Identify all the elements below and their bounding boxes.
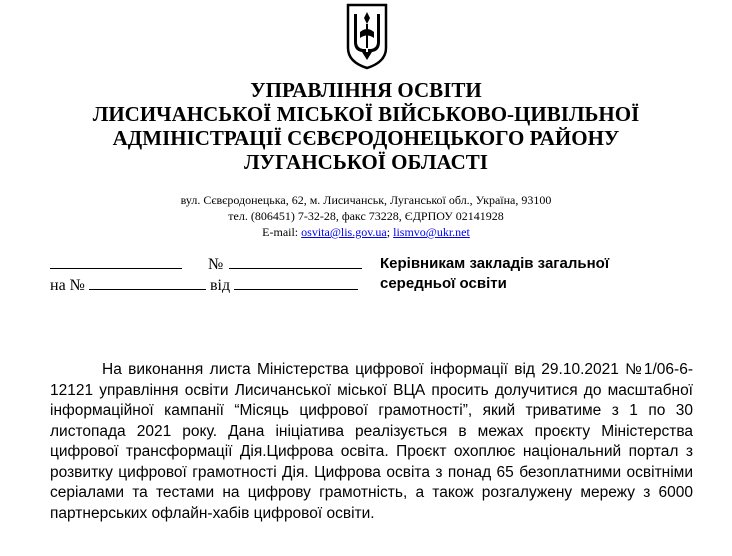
header-line-2: ЛИСИЧАНСЬКОЇ МІСЬКОЇ ВІЙСЬКОВО-ЦИВІЛЬНОЇ xyxy=(92,102,640,126)
incoming-number-row xyxy=(50,275,370,296)
addressee-block xyxy=(380,254,710,294)
header-line-3: АДМІНІСТРАЦІЇ СЄВЄРОДОНЕЦЬКОГО РАЙОНУ xyxy=(112,126,620,150)
email-separator: ; xyxy=(386,225,391,239)
header-line-4: ЛУГАНСЬКОЇ ОБЛАСТІ xyxy=(244,150,488,174)
to-number-label: на № xyxy=(50,277,85,294)
outgoing-date-blank xyxy=(50,254,182,269)
header-line-1: УПРАВЛІННЯ ОСВІТИ xyxy=(250,78,482,102)
from-label: від xyxy=(209,277,231,294)
address-line: вул. Сєвєродонецька, 62, м. Лисичанськ, Луганської обл., Україна, 93100 xyxy=(180,193,552,207)
email-link-osvita[interactable]: osvita@lis.gov.ua xyxy=(301,225,387,239)
institution-header xyxy=(0,78,732,174)
number-label: № xyxy=(208,256,224,273)
addressee-line-2: середньої освіти xyxy=(380,275,507,292)
addressee-line-1: Керівникам закладів загальної xyxy=(380,255,610,272)
incoming-date-blank xyxy=(234,275,358,290)
incoming-number-blank xyxy=(89,275,206,290)
registration-block xyxy=(50,254,370,296)
email-link-lismvo[interactable]: lismvo@ukr.net xyxy=(393,225,470,239)
contact-block xyxy=(0,192,732,240)
trident-coat-of-arms-icon xyxy=(345,2,389,70)
email-label: E-mail: xyxy=(262,225,299,239)
email-line xyxy=(0,224,732,240)
phone-line: тел. (806451) 7-32-28, факс 73228, ЄДРПОУ 02141928 xyxy=(228,209,504,223)
letter-body xyxy=(50,360,693,524)
outgoing-number-blank xyxy=(229,254,362,269)
body-paragraph-1: На виконання листа Міністерства цифрової інформації від 29.10.2021 №1/06-6-12121 управління освіти Лисичанської міської ВЦА просить долучитися до масштабної інформаційної кампанії “Місяць цифрової грамотності”, який триватиме з 1 по 30 листопада 2021 року. Дана ініціатива реалізується в межах проєкту Міністерства цифрової трансформації Дія.Цифрова освіта. Проєкт охоплює національний портал з розвитку цифрової грамотності Дія. Цифрова освіта з понад 65 безоплатними освітніми серіалами та тестами на цифрову грамотність, а також розгалужену мережу з 6000 партнерських офлайн-хабів цифрової освіти. xyxy=(50,361,693,522)
outgoing-number-row xyxy=(50,254,370,275)
